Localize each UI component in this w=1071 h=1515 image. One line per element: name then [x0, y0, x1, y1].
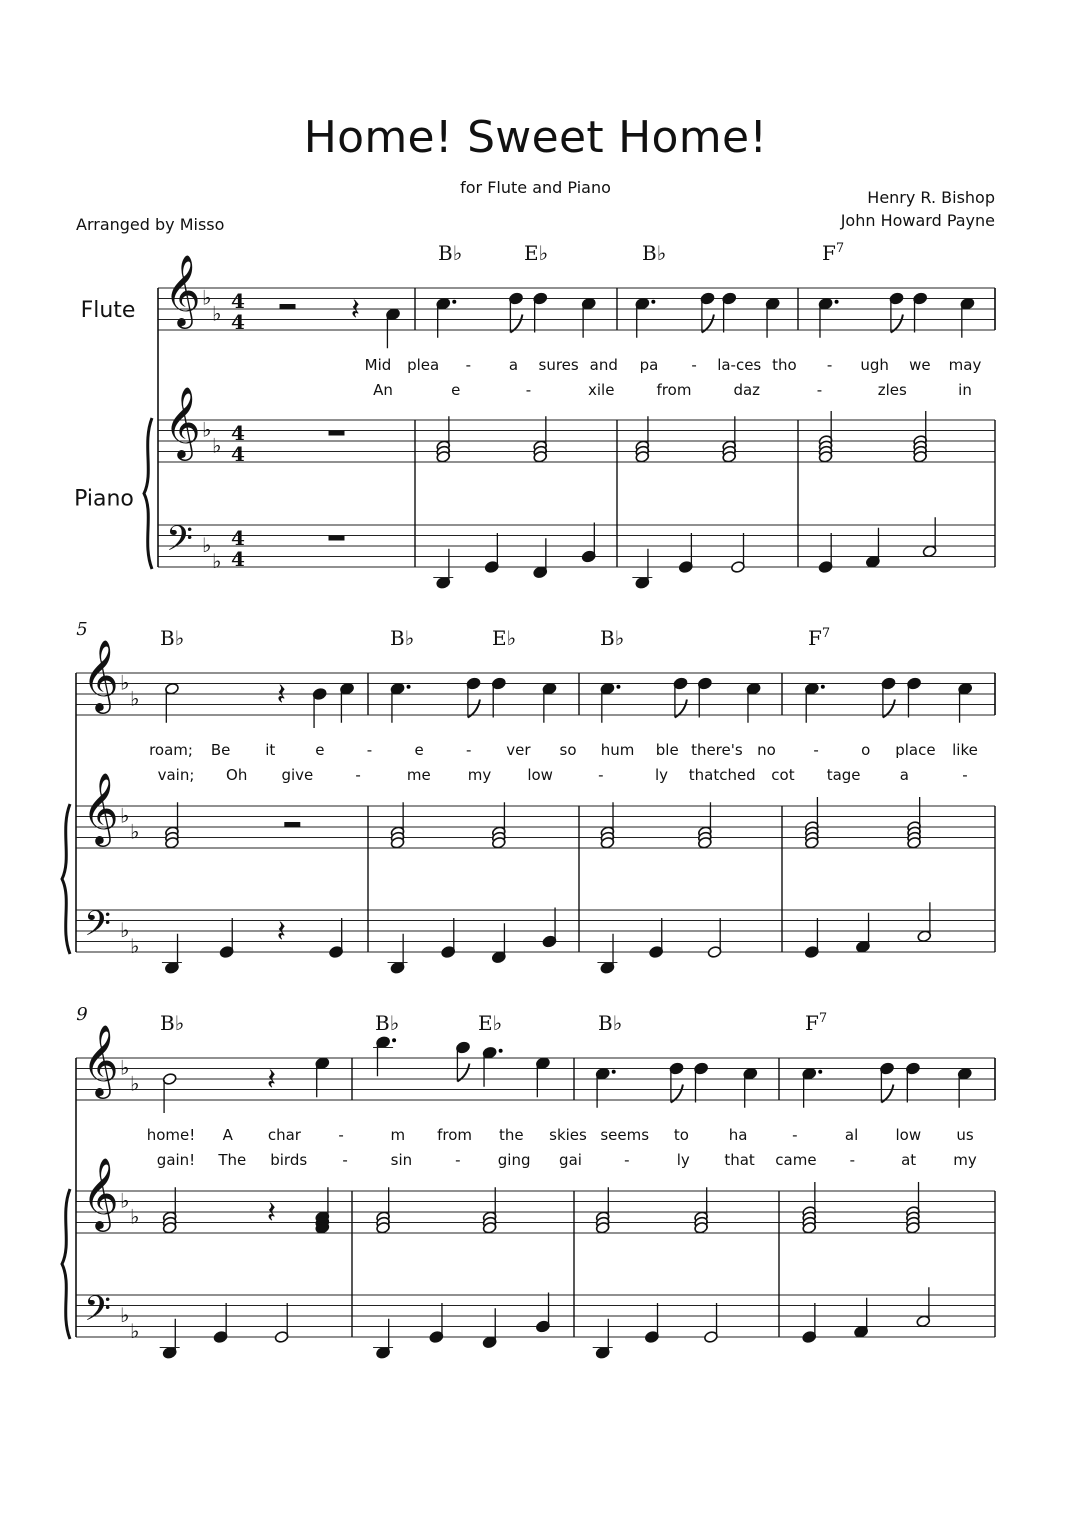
lyric-syllable: sures [538, 356, 579, 374]
flat-sign: ♭ [130, 933, 140, 958]
lyric-syllable: - [849, 1151, 855, 1169]
arranger-credit: Arranged by Misso [76, 215, 225, 234]
lyric-syllable: xile [588, 381, 615, 399]
lyric-syllable: so [559, 741, 577, 759]
lyric-syllable: - [792, 1126, 798, 1144]
lyric-syllable: gai [559, 1151, 582, 1169]
lyric-syllable: to [673, 1126, 689, 1144]
chord-symbol: $F^7$ [822, 241, 845, 265]
instrument-label-flute: Flute [80, 298, 136, 323]
treble-clef-icon: 𝄞 [82, 1156, 119, 1229]
flat-sign: ♭ [120, 918, 130, 942]
treble-clef-icon: 𝄞 [164, 253, 201, 326]
lyric-syllable: - [691, 356, 697, 374]
lyric-syllable: - [355, 766, 361, 784]
lyric-syllable: - [465, 356, 472, 374]
quarter-rest-icon: 𝄽 [276, 914, 286, 950]
lyric-syllable: ly [676, 1151, 690, 1169]
bass-clef-icon: 𝄢 [84, 903, 112, 952]
lyric-syllable: m [390, 1126, 406, 1144]
augmentation-dot [616, 685, 620, 689]
piano-brace [62, 1189, 70, 1339]
lyric-syllable: low [527, 766, 553, 784]
lyric-syllable: came [775, 1151, 817, 1169]
lyric-syllable: The [218, 1151, 247, 1169]
chord-symbol: $F^7$ [805, 1011, 828, 1035]
quarter-rest-icon: 𝄽 [350, 292, 360, 328]
lyricist-credit: John Howard Payne [840, 211, 995, 230]
flat-sign: ♭ [130, 686, 140, 711]
augmentation-dot [452, 300, 456, 304]
lyric-syllable: char [267, 1126, 301, 1144]
piano-brace [144, 418, 152, 569]
augmentation-dot [818, 1070, 822, 1074]
lyric-syllable: An [373, 381, 393, 399]
time-signature-numerator: 4 [231, 289, 245, 313]
augmentation-dot [612, 1070, 616, 1074]
chord-symbol: B♭ [160, 626, 185, 650]
flat-sign: ♭ [130, 819, 140, 844]
augmentation-dot [407, 685, 411, 689]
lyric-syllable: from [656, 381, 692, 399]
flat-sign: ♭ [130, 1071, 140, 1096]
lyric-syllable: - [525, 381, 532, 399]
bass-clef-icon: 𝄢 [84, 1288, 112, 1337]
rest-symbol [280, 304, 296, 309]
lyric-syllable: there's [691, 741, 743, 759]
lyric-syllable: cot [771, 766, 795, 784]
lyric-syllable: at [901, 1151, 917, 1169]
rest-symbol [284, 822, 300, 827]
lyric-syllable: birds [270, 1151, 308, 1169]
lyric-syllable: ging [497, 1151, 531, 1169]
lyric-syllable: ugh [860, 356, 889, 374]
lyric-syllable: e [315, 741, 325, 759]
lyric-syllable: the [498, 1126, 524, 1144]
treble-clef-icon: 𝄞 [164, 385, 201, 458]
flat-sign: ♭ [202, 285, 212, 310]
chord-symbol: B♭ [598, 1011, 623, 1035]
lyric-syllable: - [962, 766, 968, 784]
flat-sign: ♭ [120, 670, 130, 695]
lyric-syllable: no [757, 741, 776, 759]
chord-symbol: E♭ [492, 626, 517, 650]
chord-symbol: E♭ [478, 1011, 503, 1035]
lyric-syllable: - [366, 741, 373, 759]
lyric-syllable: from [437, 1126, 473, 1144]
lyric-syllable: hum [600, 741, 635, 759]
lyric-syllable: in [958, 381, 972, 399]
time-signature-numerator: 4 [231, 421, 245, 445]
lyric-syllable: it [265, 741, 276, 759]
lyric-syllable: la-ces [717, 356, 762, 374]
lyric-syllable: - [816, 381, 823, 399]
lyric-syllable: my [953, 1151, 977, 1169]
flat-sign: ♭ [202, 533, 212, 557]
chord-symbol: B♭ [375, 1011, 400, 1035]
flat-sign: ♭ [130, 1318, 140, 1343]
lyric-syllable: e [414, 741, 424, 759]
lyric-syllable: ly [655, 766, 669, 784]
lyric-syllable: seems [600, 1126, 650, 1144]
piano-brace [62, 804, 70, 954]
chord-symbol: E♭ [524, 241, 549, 265]
lyric-syllable: Be [210, 741, 231, 759]
lyric-syllable: place [895, 741, 936, 759]
score-subtitle: for Flute and Piano [460, 178, 611, 197]
lyric-syllable: ble [655, 741, 679, 759]
lyric-syllable: we [909, 356, 931, 374]
lyric-syllable: ver [506, 741, 531, 759]
flat-sign: ♭ [130, 1204, 140, 1229]
flat-sign: ♭ [120, 1303, 130, 1327]
lyric-syllable: a [508, 356, 519, 374]
time-signature-denominator: 4 [231, 547, 245, 571]
measure-number: 9 [76, 1004, 88, 1025]
augmentation-dot [499, 1049, 503, 1053]
lyric-syllable: roam; [149, 741, 193, 759]
lyric-syllable: - [813, 741, 819, 759]
lyric-syllable: zles [877, 381, 907, 399]
chord-symbol: B♭ [600, 626, 625, 650]
lyric-syllable: may [948, 356, 982, 374]
lyric-syllable: - [342, 1151, 348, 1169]
treble-clef-icon: 𝄞 [82, 638, 119, 711]
lyric-syllable: e [451, 381, 461, 399]
measure-number: 5 [76, 619, 88, 640]
lyric-syllable: daz [733, 381, 761, 399]
lyric-syllable: thatched [688, 766, 756, 784]
rest-symbol [329, 431, 345, 436]
lyric-syllable: like [952, 741, 978, 759]
flat-sign: ♭ [212, 301, 222, 326]
lyric-syllable: vain; [157, 766, 195, 784]
lyric-syllable: give [281, 766, 314, 784]
time-signature-denominator: 4 [231, 310, 245, 334]
chord-symbol: B♭ [160, 1011, 185, 1035]
lyric-syllable: ha [728, 1126, 748, 1144]
lyric-syllable: skies [549, 1126, 587, 1144]
flat-sign: ♭ [120, 1188, 130, 1213]
lyric-syllable: us [956, 1126, 974, 1144]
augmentation-dot [835, 300, 839, 304]
lyric-syllable: - [466, 741, 472, 759]
bass-clef-icon: 𝄢 [166, 518, 194, 567]
lyric-syllable: tho [772, 356, 797, 374]
flat-sign: ♭ [120, 1055, 130, 1080]
chord-symbol: $F^7$ [808, 626, 831, 650]
lyric-syllable: - [598, 766, 604, 784]
chord-symbol: B♭ [390, 626, 415, 650]
chord-superscript: 7 [821, 626, 831, 641]
lyric-syllable: Oh [226, 766, 248, 784]
time-signature-denominator: 4 [231, 442, 245, 466]
time-signature-numerator: 4 [231, 526, 245, 550]
treble-clef-icon: 𝄞 [82, 771, 119, 844]
quarter-rest-icon: 𝄽 [266, 1062, 277, 1098]
lyric-syllable: and [589, 356, 618, 374]
score-title: Home! Sweet Home! [303, 112, 768, 163]
lyric-syllable: - [624, 1151, 630, 1169]
lyric-syllable: - [826, 356, 833, 374]
lyric-syllable: sin [390, 1151, 413, 1169]
chord-symbol: B♭ [438, 241, 463, 265]
lyric-syllable: that [724, 1151, 755, 1169]
lyric-syllable: pa [639, 356, 659, 374]
flat-sign: ♭ [212, 548, 222, 573]
augmentation-dot [651, 300, 655, 304]
composer-credit: Henry R. Bishop [867, 188, 995, 207]
chord-superscript: 7 [818, 1011, 828, 1026]
flat-sign: ♭ [212, 433, 222, 458]
instrument-label-piano: Piano [74, 486, 134, 512]
quarter-rest-icon: 𝄽 [276, 677, 286, 713]
flat-sign: ♭ [202, 417, 212, 442]
lyric-syllable: a [899, 766, 909, 784]
lyric-syllable: gain! [156, 1151, 196, 1169]
quarter-rest-icon: 𝄽 [266, 1195, 277, 1231]
lyric-syllable: o [861, 741, 871, 759]
rest-symbol [329, 536, 345, 541]
lyric-syllable: A [222, 1126, 233, 1144]
lyric-syllable: Mid [364, 356, 392, 374]
chord-superscript: 7 [835, 241, 845, 256]
lyric-syllable: - [338, 1126, 344, 1144]
augmentation-dot [821, 685, 825, 689]
score-system-1 [74, 241, 995, 589]
chord-symbol: B♭ [642, 241, 667, 265]
lyric-syllable: home! [146, 1126, 196, 1144]
lyric-syllable: tage [826, 766, 861, 784]
lyric-syllable: me [406, 766, 431, 784]
score-system-2 [62, 619, 995, 974]
lyric-syllable: low [895, 1126, 922, 1144]
lyric-syllable: - [455, 1151, 461, 1169]
lyric-syllable: plea [407, 356, 440, 374]
treble-clef-icon: 𝄞 [82, 1023, 119, 1096]
flat-sign: ♭ [120, 803, 130, 828]
augmentation-dot [392, 1038, 396, 1042]
score-system-3 [62, 1004, 995, 1359]
lyric-syllable: my [467, 766, 492, 784]
lyric-syllable: al [844, 1126, 859, 1144]
